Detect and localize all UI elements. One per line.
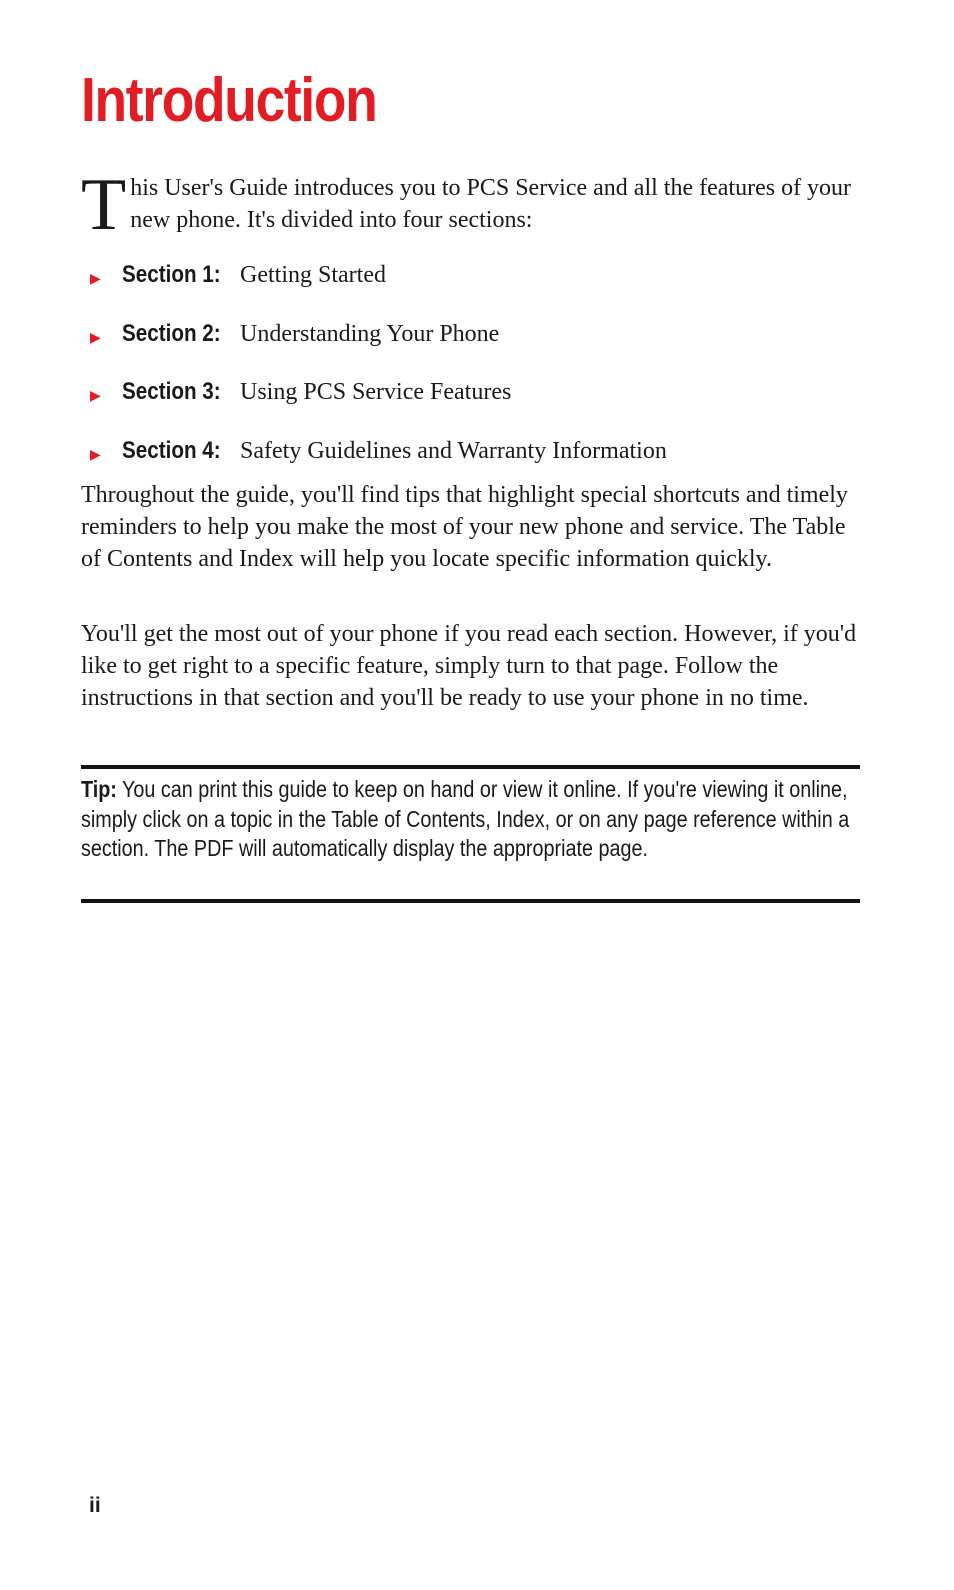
intro-text: his User's Guide introduces you to PCS Service and all the features of your new phone. It's divided into four sections: xyxy=(130,175,852,233)
red-triangle-arrow-icon: ▶ xyxy=(90,271,101,287)
section-title: Safety Guidelines and Warranty Information xyxy=(240,437,667,464)
drop-cap: T xyxy=(81,164,127,246)
intro-paragraph xyxy=(81,164,861,246)
section-item xyxy=(90,258,870,317)
section-label: Section 1: xyxy=(122,261,221,288)
tip-box xyxy=(81,775,859,864)
section-label: Section 4: xyxy=(122,436,221,464)
section-title: Getting Started xyxy=(240,262,386,288)
section-list xyxy=(90,258,870,492)
tip-bottom-rule xyxy=(81,899,860,903)
page-title: Introduction xyxy=(81,66,377,135)
section-item xyxy=(90,317,870,376)
page-number: ii xyxy=(89,1494,101,1517)
red-triangle-arrow-icon: ▶ xyxy=(90,388,101,404)
body-paragraph-tips: Throughout the guide, you'll find tips that highlight special shortcuts and timely reminders to help you make the most of your new phone and service. The Table of Contents and Index will help you locate specific information quickly. xyxy=(81,482,848,572)
section-title: Using PCS Service Features xyxy=(240,379,512,405)
body-paragraph-usage: You'll get the most out of your phone if you read each section. However, if you'd like to get right to a specific feature, simply turn to that page. Follow the instructions in that section and you'll be ready to use your phone in no time. xyxy=(81,621,857,711)
section-title: Understanding Your Phone xyxy=(240,320,500,347)
red-triangle-arrow-icon: ▶ xyxy=(90,446,101,463)
tip-text: You can print this guide to keep on hand or view it online. If you're viewing it online, simply click on a topic in the Table of Contents, Index, or on any page reference within a section. The PDF will automatically display the appropriate page. xyxy=(81,776,850,861)
section-item xyxy=(90,375,870,434)
section-label: Section 3: xyxy=(122,378,221,405)
red-triangle-arrow-icon: ▶ xyxy=(90,329,101,346)
tip-top-rule xyxy=(81,765,860,769)
section-label: Section 2: xyxy=(122,319,221,347)
tip-label: Tip: xyxy=(81,776,117,802)
